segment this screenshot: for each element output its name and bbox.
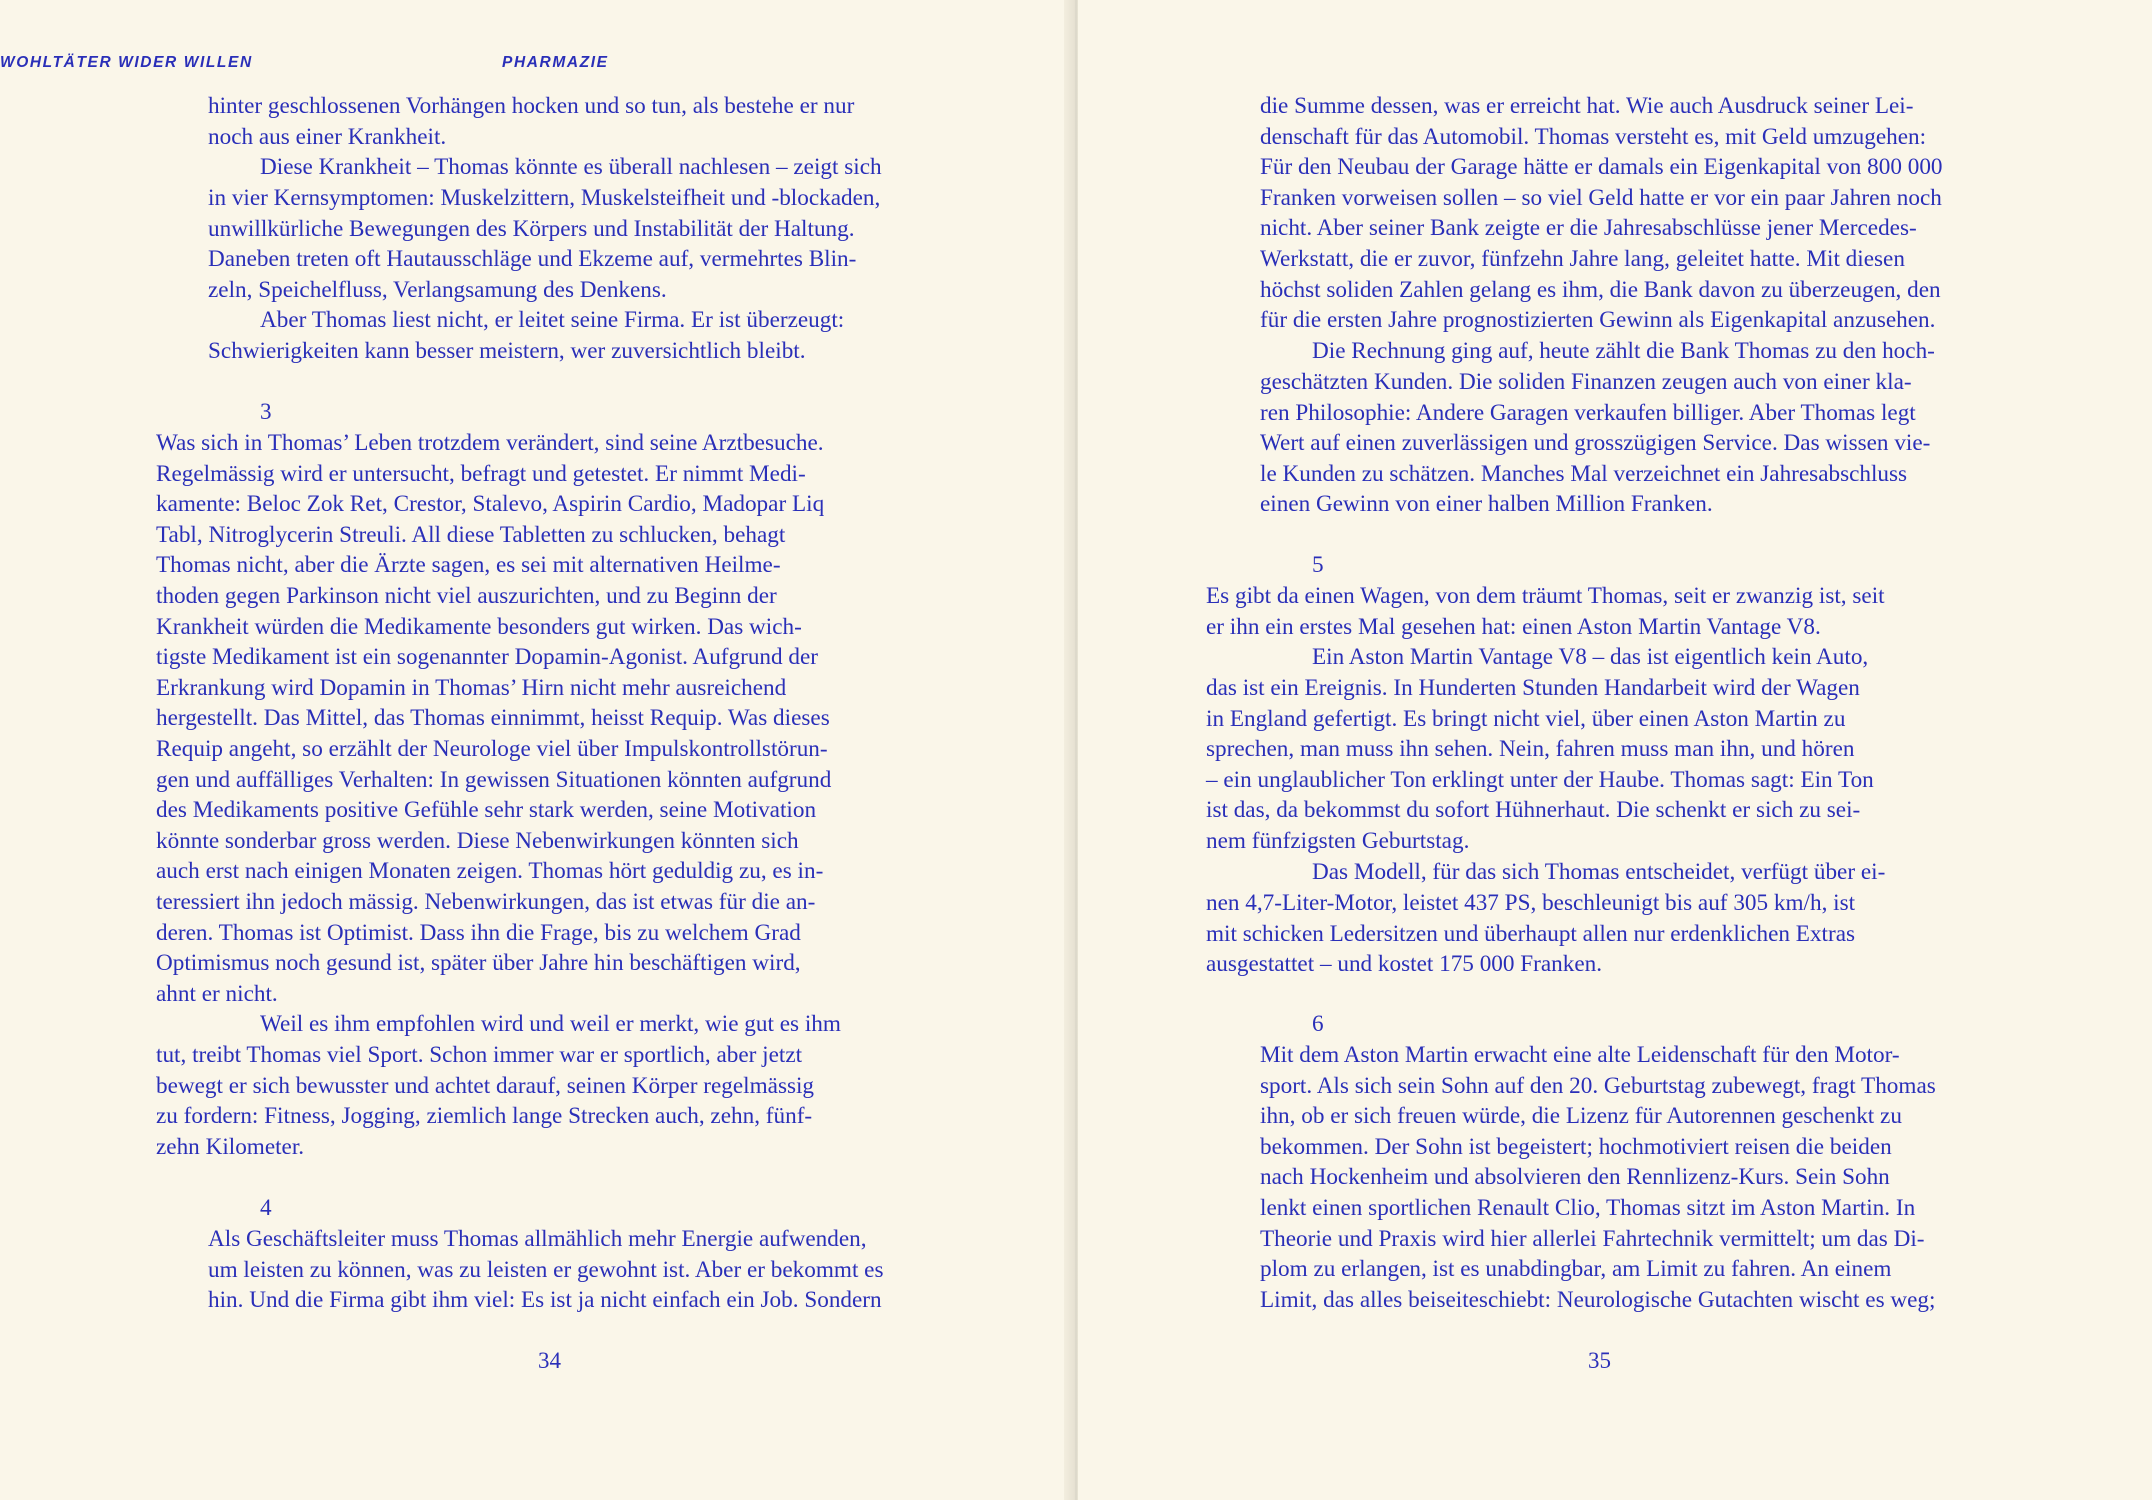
- text-line: thoden gegen Parkinson nicht viel auszurichten, und zu Beginn der: [156, 582, 777, 609]
- text-line: zehn Kilometer.: [156, 1133, 305, 1160]
- text-line: ist das, da bekommst du sofort Hühnerhaut. Die schenkt er sich zu sei-: [1206, 797, 1861, 824]
- text-line: nen 4,7-Liter-Motor, leistet 437 PS, beschleunigt bis auf 305 km/h, ist: [1206, 890, 1856, 916]
- text-line: Requip angeht, so erzählt der Neurologe viel über Impulskontrollstörun-: [156, 735, 828, 762]
- text-line: Aber Thomas liest nicht, er leitet seine Firma. Er ist überzeugt:: [260, 307, 845, 333]
- text-line: ihn, ob er sich freuen würde, die Lizenz für Autorennen geschenkt zu: [1260, 1103, 1902, 1130]
- text-line: – ein unglaublicher Ton erklingt unter der Haube. Thomas sagt: Ein Ton: [1206, 766, 1874, 793]
- running-header-left: PHARMAZIE: [502, 54, 609, 71]
- text-line: Als Geschäftsleiter muss Thomas allmählich mehr Energie aufwenden,: [208, 1226, 867, 1252]
- section-number-3: 3: [260, 399, 272, 425]
- text-line: Krankheit würden die Medikamente besonders gut wirken. Das wich-: [156, 613, 802, 640]
- text-line: Optimismus noch gesund ist, später über Jahre hin beschäftigen wird,: [156, 950, 801, 977]
- text-line: mit schicken Ledersitzen und überhaupt allen nur erdenklichen Extras: [1206, 920, 1856, 947]
- left-top-paragraph: [208, 91, 854, 152]
- text-line: teressiert ihn jedoch mässig. Nebenwirkungen, das ist etwas für die an-: [156, 888, 816, 915]
- text-line: deren. Thomas ist Optimist. Dass ihn die Frage, bis zu welchem Grad: [156, 919, 801, 946]
- text-line: plom zu erlangen, ist es unabdingbar, am Limit zu fahren. An einem: [1260, 1256, 1892, 1283]
- text-line: hin. Und die Firma gibt ihm viel: Es ist ja nicht einfach ein Job. Sondern: [208, 1287, 882, 1314]
- text-line: die Summe dessen, was er erreicht hat. Wie auch Ausdruck seiner Lei-: [1260, 93, 1914, 119]
- text-line: Theorie und Praxis wird hier allerlei Fahrtechnik vermittelt; um das Di-: [1260, 1225, 1925, 1252]
- section-5-paragraph-3-cont: [1206, 888, 1855, 980]
- text-line: Franken vorweisen sollen – so viel Geld hatte er vor ein paar Jahren noch: [1260, 184, 1942, 211]
- text-line: denschaft für das Automobil. Thomas versteht es, mit Geld umzugehen:: [1260, 123, 1927, 150]
- text-line: ren Philosophie: Andere Garagen verkaufen billiger. Aber Thomas legt: [1260, 399, 1916, 426]
- text-line: er ihn ein erstes Mal gesehen hat: einen Aston Martin Vantage V8.: [1206, 613, 1821, 640]
- text-line: Es gibt da einen Wagen, von dem träumt Thomas, seit er zwanzig ist, seit: [1206, 583, 1885, 609]
- text-line: Was sich in Thomas’ Leben trotzdem verändert, sind seine Arztbesuche.: [156, 430, 824, 456]
- section-4-text: [208, 1224, 884, 1316]
- text-line: nem fünfzigsten Geburtstag.: [1206, 827, 1470, 854]
- text-line: Schwierigkeiten kann besser meistern, wer zuversichtlich bleibt.: [208, 338, 806, 364]
- page-number-right: 35: [1588, 1348, 1611, 1373]
- text-line: Diese Krankheit – Thomas könnte es überall nachlesen – zeigt sich: [260, 154, 882, 180]
- page-number-left: 34: [538, 1348, 561, 1373]
- section-5-paragraph-2-cont: [1206, 673, 1874, 857]
- right-top-paragraph: [1260, 91, 1943, 336]
- text-line: Das Modell, für das sich Thomas entscheidet, verfügt über ei-: [1312, 859, 1886, 885]
- section-5-paragraph-2: [1312, 642, 1868, 673]
- text-line: in England gefertigt. Es bringt nicht viel, über einen Aston Martin zu: [1206, 705, 1846, 732]
- right-paragraph-2-cont: [1260, 367, 1930, 520]
- text-line: Mit dem Aston Martin erwacht eine alte Leidenschaft für den Motor-: [1260, 1042, 1900, 1068]
- text-line: le Kunden zu schätzen. Manches Mal verzeichnet ein Jahresabschluss: [1260, 460, 1908, 487]
- text-line: Werkstatt, die er zuvor, fünfzehn Jahre lang, geleitet hatte. Mit diesen: [1260, 245, 1905, 272]
- text-line: Weil es ihm empfohlen wird und weil er merkt, wie gut es ihm: [260, 1011, 841, 1037]
- left-paragraph-2-cont: [208, 183, 880, 305]
- left-paragraph-3-cont: [208, 336, 806, 367]
- text-line: Für den Neubau der Garage hätte er damals ein Eigenkapital von 800 000: [1260, 154, 1943, 181]
- section-5-paragraph-3: [1312, 857, 1885, 888]
- text-line: tut, treibt Thomas viel Sport. Schon immer war er sportlich, aber jetzt: [156, 1042, 803, 1068]
- text-line: sprechen, man muss ihn sehen. Nein, fahren muss man ihn, und hören: [1206, 736, 1855, 763]
- text-line: Limit, das alles beiseiteschiebt: Neurologische Gutachten wischt es weg;: [1260, 1286, 1936, 1313]
- section-3-paragraph-2: [260, 1009, 841, 1040]
- text-line: hinter geschlossenen Vorhängen hocken und so tun, als bestehe er nur: [208, 93, 855, 119]
- text-line: geschätzten Kunden. Die soliden Finanzen zeugen auch von einer kla-: [1260, 369, 1912, 395]
- running-header-right: WOHLTÄTER WIDER WILLEN: [0, 54, 253, 71]
- text-line: gen und auffälliges Verhalten: In gewissen Situationen könnten aufgrund: [156, 766, 832, 793]
- text-line: sport. Als sich sein Sohn auf den 20. Geburtstag zubewegt, fragt Thomas: [1260, 1072, 1936, 1099]
- text-line: für die ersten Jahre prognostizierten Gewinn als Eigenkapital anzusehen.: [1260, 307, 1936, 334]
- text-line: Die Rechnung ging auf, heute zählt die Bank Thomas zu den hoch-: [1312, 338, 1935, 364]
- text-line: auch erst nach einigen Monaten zeigen. Thomas hört geduldig zu, es in-: [156, 858, 824, 885]
- left-paragraph-2: [260, 152, 882, 183]
- section-5-text: [1206, 581, 1885, 642]
- text-line: Wert auf einen zuverlässigen und grosszügigen Service. Das wissen vie-: [1260, 430, 1931, 457]
- text-line: nicht. Aber seiner Bank zeigte er die Jahresabschlüsse jener Mercedes-: [1260, 215, 1917, 242]
- right-paragraph-2: [1312, 336, 1935, 367]
- text-line: des Medikaments positive Gefühle sehr stark werden, seine Motivation: [156, 797, 817, 824]
- text-line: nach Hockenheim und absolvieren den Rennlizenz-Kurs. Sein Sohn: [1260, 1164, 1890, 1191]
- text-line: unwillkürliche Bewegungen des Körpers und Instabilität der Haltung.: [208, 215, 855, 242]
- text-line: um leisten zu können, was zu leisten er gewohnt ist. Aber er bekommt es: [208, 1256, 884, 1283]
- text-line: Erkrankung wird Dopamin in Thomas’ Hirn nicht mehr ausreichend: [156, 674, 787, 701]
- text-line: lenkt einen sportlichen Renault Clio, Thomas sitzt im Aston Martin. In: [1260, 1194, 1916, 1221]
- text-line: ahnt er nicht.: [156, 980, 278, 1007]
- text-line: einen Gewinn von einer halben Million Franken.: [1260, 491, 1713, 518]
- text-line: bekommen. Der Sohn ist begeistert; hochmotiviert reisen die beiden: [1260, 1133, 1892, 1160]
- left-paragraph-3: [260, 305, 844, 336]
- text-line: zeln, Speichelfluss, Verlangsamung des Denkens.: [208, 276, 667, 303]
- section-6-text: [1260, 1040, 1936, 1315]
- text-line: hergestellt. Das Mittel, das Thomas einnimmt, heisst Requip. Was dieses: [156, 705, 830, 732]
- text-line: höchst soliden Zahlen gelang es ihm, die Bank davon zu überzeugen, den: [1260, 276, 1941, 303]
- text-line: Ein Aston Martin Vantage V8 – das ist eigentlich kein Auto,: [1312, 644, 1869, 670]
- text-line: Thomas nicht, aber die Ärzte sagen, es sei mit alternativen Heilme-: [156, 552, 781, 579]
- section-number-4: 4: [260, 1195, 272, 1221]
- text-line: zu fordern: Fitness, Jogging, ziemlich lange Strecken auch, zehn, fünf-: [156, 1103, 813, 1130]
- text-line: Regelmässig wird er untersucht, befragt und getestet. Er nimmt Medi-: [156, 460, 806, 487]
- text-line: ausgestattet – und kostet 175 000 Franken.: [1206, 951, 1603, 978]
- section-3-text: [156, 428, 831, 1009]
- text-line: noch aus einer Krankheit.: [208, 123, 447, 150]
- text-line: Tabl, Nitroglycerin Streuli. All diese Tabletten zu schlucken, behagt: [156, 521, 786, 548]
- text-line: tigste Medikament ist ein sogenannter Dopamin-Agonist. Aufgrund der: [156, 644, 819, 671]
- text-line: kamente: Beloc Zok Ret, Crestor, Stalevo, Aspirin Cardio, Madopar Liq: [156, 491, 825, 518]
- text-line: das ist ein Ereignis. In Hunderten Stunden Handarbeit wird der Wagen: [1206, 675, 1860, 701]
- section-3-paragraph-2-cont: [156, 1040, 814, 1162]
- section-number-6: 6: [1312, 1011, 1324, 1037]
- section-number-5: 5: [1312, 552, 1324, 578]
- text-line: bewegt er sich bewusster und achtet darauf, seinen Körper regelmässig: [156, 1072, 815, 1099]
- left-page: [0, 0, 1074, 1500]
- text-line: Daneben treten oft Hautausschläge und Ekzeme auf, vermehrtes Blin-: [208, 246, 857, 273]
- text-line: in vier Kernsymptomen: Muskelzittern, Muskelsteifheit und -blockaden,: [208, 185, 881, 211]
- text-line: könnte sonderbar gross werden. Diese Nebenwirkungen könnten sich: [156, 827, 799, 854]
